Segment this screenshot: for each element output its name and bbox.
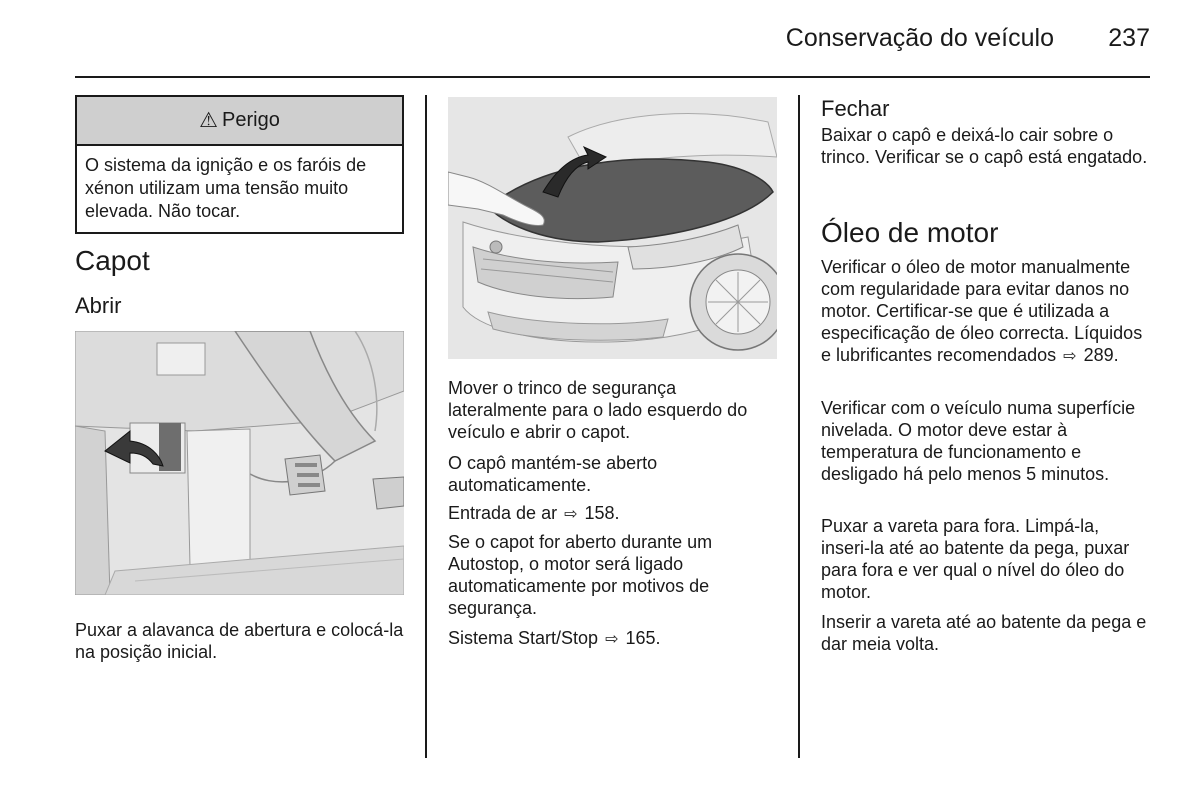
paragraph-autostop: Se o capot for aberto durante um Autostop, o motor será ligado automaticamente por motivos de segurança. — [448, 532, 713, 618]
header-title: Conservação do veículo — [785, 24, 1054, 52]
danger-title: Perigo — [222, 109, 280, 131]
page-reference-arrow-icon: ⇨ — [605, 631, 619, 648]
paragraph-close-hood: Baixar o capô e deixá-lo cair sobre o trinco. Verificar se o capô está engatado. — [821, 125, 1148, 167]
open-hood-drawing — [448, 97, 777, 359]
paragraph-move-latch: Mover o trinco de segurança lateralmente para o lado esquerdo do veículo e abrir o capot. — [448, 378, 748, 442]
start-stop-text: Sistema Start/Stop — [448, 628, 599, 648]
open-hood-illustration — [448, 97, 777, 359]
paragraph-pull-lever: Puxar a alavanca de abertura e colocá-la na posição inicial. — [75, 620, 404, 662]
paragraph-hood-stays-open: O capô mantém-se aberto automaticamente. — [448, 453, 658, 495]
air-intake-page-link[interactable]: 158. — [584, 503, 620, 523]
page-reference-arrow-icon: ⇨ — [1063, 348, 1077, 365]
subheading-abrir: Abrir — [75, 293, 122, 318]
danger-text: O sistema da ignição e os faróis de xénon utilizam uma tensão muito elevada. Não tocar. — [85, 155, 367, 221]
paragraph-air-intake — [448, 502, 778, 526]
check-oil-text: Verificar o óleo de motor manualmente com regularidade para evitar danos no motor. Certificar-se que é utilizada a especificação de óleo correcta. Líquidos e lubrificantes recomendados — [821, 257, 1143, 365]
page-reference-arrow-icon: ⇨ — [564, 506, 578, 523]
hood-release-lever-illustration — [75, 331, 404, 595]
paragraph-pull-dipstick: Puxar a vareta para fora. Limpá-la, inseri-la até ao batente da pega, puxar para fora e ver qual o nível do óleo do motor. — [821, 516, 1130, 602]
air-intake-text: Entrada de ar — [448, 503, 558, 523]
page-number: 237 — [1108, 24, 1150, 52]
subheading-fechar: Fechar — [821, 96, 890, 121]
section-heading-capot: Capot — [75, 245, 150, 276]
paragraph-check-oil — [821, 256, 1151, 368]
column-divider — [425, 95, 427, 758]
start-stop-page-link[interactable]: 165. — [625, 628, 661, 648]
danger-notice — [75, 95, 404, 234]
warning-triangle-icon: ⚠ — [199, 109, 218, 132]
lubricants-page-link[interactable]: 289. — [1083, 345, 1119, 365]
column-divider — [798, 95, 800, 758]
paragraph-insert-dipstick: Inserir a vareta até ao batente da pega e dar meia volta. — [821, 612, 1147, 654]
paragraph-start-stop — [448, 627, 778, 651]
hood-release-lever-drawing — [75, 331, 404, 595]
danger-header — [77, 97, 402, 146]
page-header — [75, 24, 1150, 78]
paragraph-level-surface: Verificar com o veículo numa superfície nivelada. O motor deve estar à temperatura de funcionamento e desligado há pelo menos 5 minutos. — [821, 398, 1136, 484]
section-heading-oleo-de-motor: Óleo de motor — [821, 217, 999, 248]
